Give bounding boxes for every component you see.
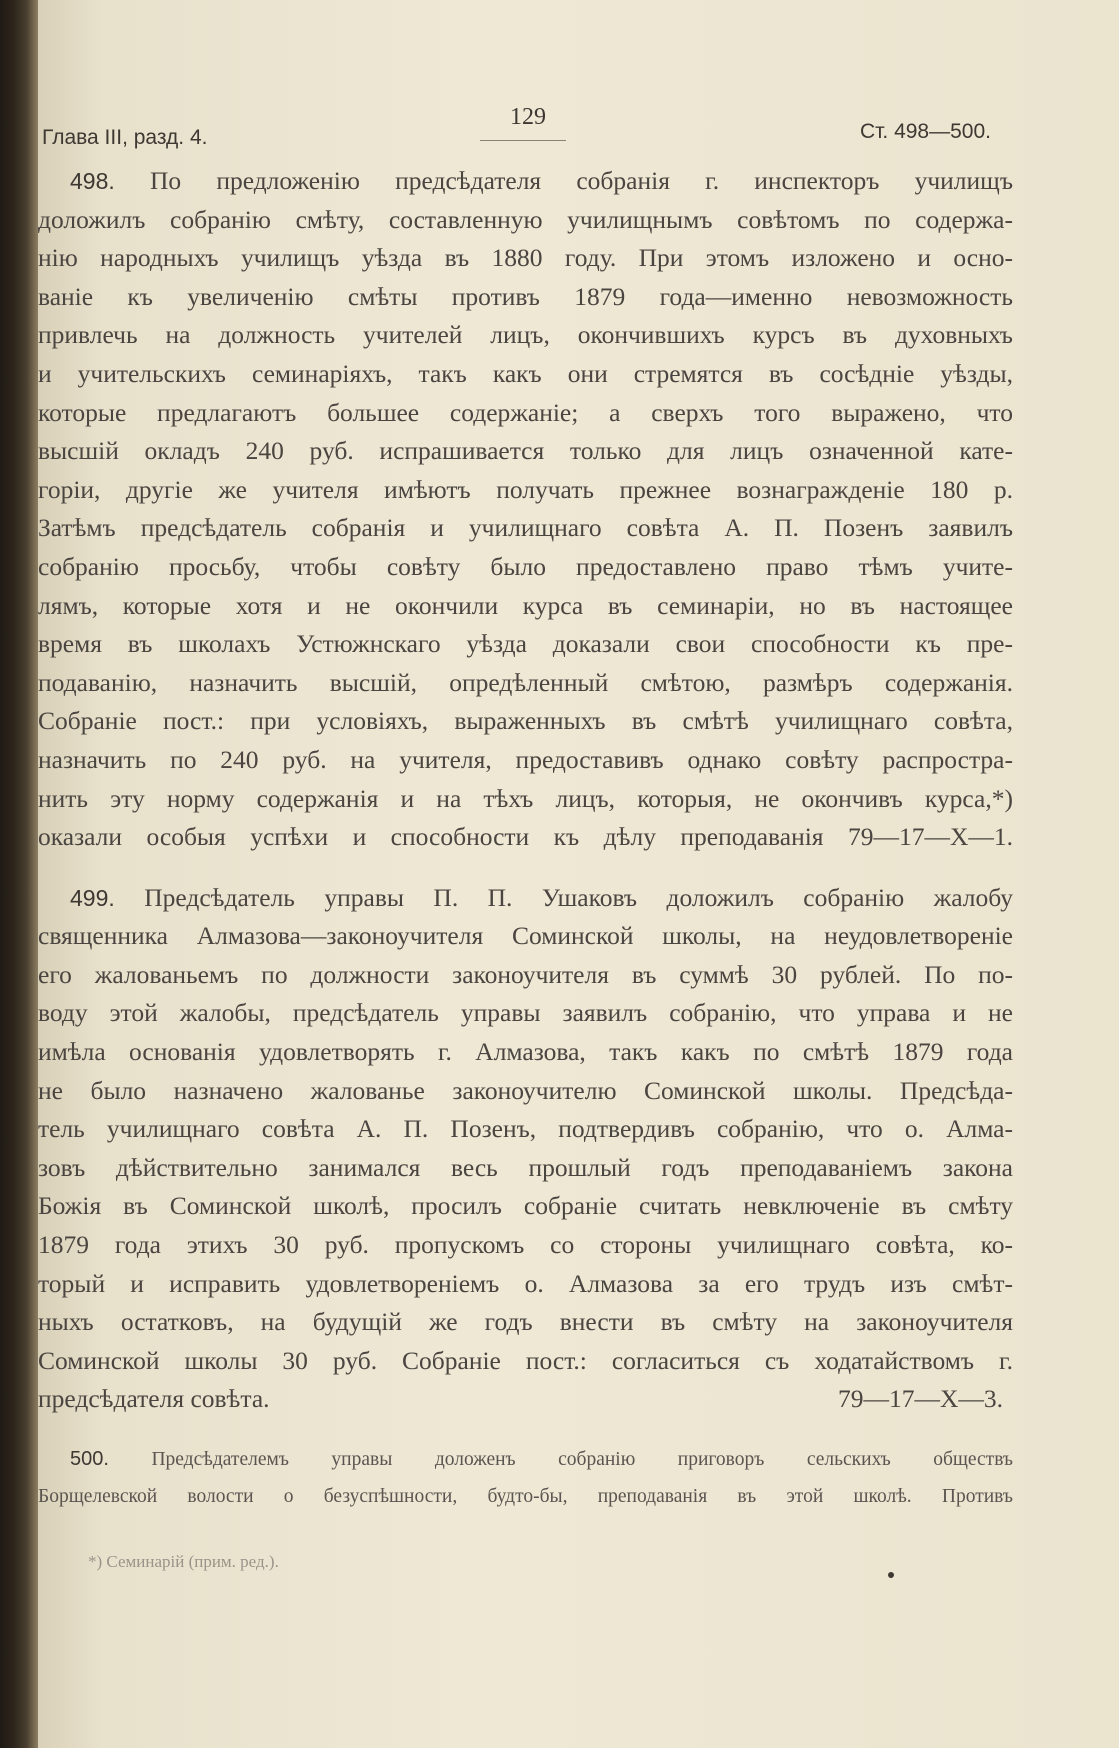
text-line: зовъ дѣйствительно занимался весь прошлый годъ преподаваніемъ закона [38,1152,1013,1182]
page-body [38,162,1013,1515]
text-line: которые предлагаютъ большее содержаніе; а сверхъ того выражено, что [38,397,1013,427]
text-line: ныхъ остатковъ, на будущій же годъ внести въ смѣту на законоучителя [38,1307,1013,1337]
text-line: оказали особыя успѣхи и способности къ дѣлу преподаванія 79—17—X—1. [38,822,1013,852]
text-line: тель училищнаго совѣта А. П. Позенъ, подтвердивъ собранію, что о. Алма- [38,1114,1013,1144]
article-reference: 79—17—X—3. [837,1384,1003,1414]
line-text: Предсѣдателемъ управы доложенъ собранію приговоръ сельскихъ обществъ [151,1449,1013,1470]
text-line: священника Алмазова—законоучителя Соминской школы, на неудовлетвореніе [38,921,1013,951]
line-text: Предсѣдатель управы П. П. Ушаковъ доложилъ собранію жалобу [144,882,1013,912]
text-line [38,1441,1013,1478]
article-number: 499. [70,884,115,911]
text-line: 1879 года этихъ 30 руб. пропускомъ со стороны училищнаго совѣта, ко- [38,1230,1013,1260]
line-text: По предложенію предсѣдателя собранія г. инспекторъ училищъ [149,166,1013,195]
text-line: привлечь на должность учителей лицъ, окончившихъ курсъ въ духовныхъ [38,320,1013,350]
text-line: Божія въ Соминской школѣ, просилъ собраніе считать невключеніе въ смѣту [38,1191,1013,1221]
footnote: *) Семинарій (прим. ред.). [88,1552,279,1571]
article-number: 500. [70,1448,109,1470]
text-line: Борщелевской волости о безуспѣшности, будто-бы, преподаванія въ этой школѣ. Противъ [38,1486,1013,1507]
text-line: назначить по 240 руб. на учителя, предоставивъ однако совѣту распростра- [38,744,1013,774]
text-line: его жалованьемъ по должности законоучителя въ суммѣ 30 рублей. По по- [38,959,1013,989]
page-header [38,104,1119,162]
page-number-rule [480,140,566,141]
text-line: ваніе къ увеличенію смѣты противъ 1879 года—именно невозможность [38,281,1013,311]
text-line: имѣла основанія удовлетворять г. Алмазова, такъ какъ по смѣтѣ 1879 года [38,1037,1013,1067]
text-line: подаванію, назначить высшій, опредѣленный смѣтою, размѣръ содержанія. [38,667,1013,697]
text-line [38,1380,1013,1419]
text-line: нію народныхъ училищъ уѣзда въ 1880 году. При этомъ изложено и осно- [38,243,1013,273]
chapter-label: Глава III, разд. 4. [42,126,208,149]
book-spine [0,0,38,1748]
article-498 [38,162,1013,857]
text-line [38,879,1013,918]
text-line: нить эту норму содержанія и на тѣхъ лицъ, которыя, не окончивъ курса,*) [38,783,1013,813]
text-line: воду этой жалобы, предсѣдатель управы заявилъ собранію, что управа и не [38,998,1013,1028]
article-499 [38,879,1013,1419]
book-page [38,0,1119,1748]
article-500 [38,1441,1013,1515]
article-number: 498. [70,168,115,194]
text-line: лямъ, которые хотя и не окончили курса въ семинаріи, но въ настоящее [38,590,1013,620]
text-line: горіи, другіе же учителя имѣютъ получать прежнее вознагражденіе 180 р. [38,474,1013,504]
ink-spot [888,1572,894,1578]
text-line: и учительскихъ семинаріяхъ, такъ какъ они стремятся въ сосѣдніе уѣзды, [38,358,1013,388]
text-line: высшій окладъ 240 руб. испрашивается только для лицъ означенной кате- [38,436,1013,466]
text-line: собранію просьбу, чтобы совѣту было предоставлено право тѣмъ учите- [38,551,1013,581]
text-line: Соминской школы 30 руб. Собраніе пост.: согласиться съ ходатайствомъ г. [38,1345,1013,1375]
text-line: доложилъ собранію смѣту, составленную училищнымъ совѣтомъ по содержа- [38,204,1013,234]
text-line: торый и исправить удовлетвореніемъ о. Алмазова за его трудъ изъ смѣт- [38,1268,1013,1298]
line-text: предсѣдателя совѣта. [38,1384,270,1414]
text-line: Затѣмъ предсѣдатель собранія и училищнаго совѣта А. П. Позенъ заявилъ [38,513,1013,543]
article-range: Ст. 498—500. [859,120,991,143]
text-line: Собраніе пост.: при условіяхъ, выраженныхъ въ смѣтѣ училищнаго совѣта, [38,706,1013,736]
text-line [38,162,1013,201]
text-line: время въ школахъ Устюжнскаго уѣзда доказали свои способности къ пре- [38,629,1013,659]
page-number: 129 [510,104,546,130]
text-line: не было назначено жалованье законоучителю Соминской школы. Предсѣда- [38,1075,1013,1105]
